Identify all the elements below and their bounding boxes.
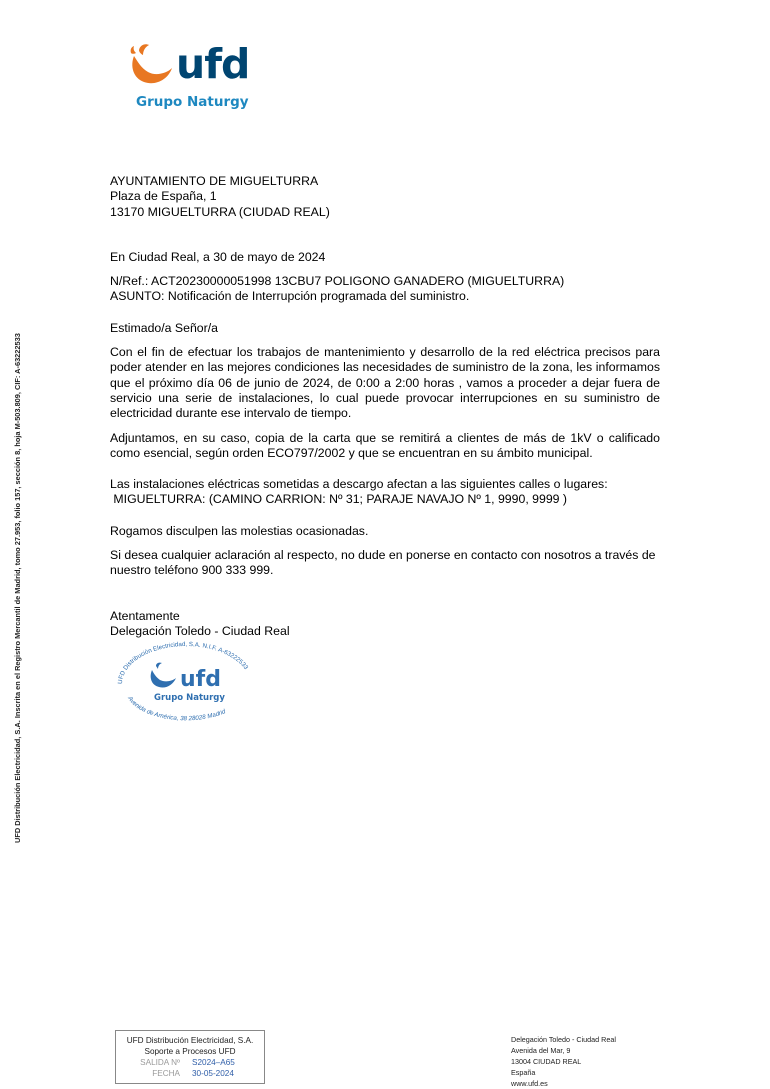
stamp-wordmark: ufd (180, 667, 221, 692)
closing-regards: Atentamente (110, 608, 180, 623)
fecha-label: FECHA (152, 1069, 180, 1078)
footer-address-line: 13004 CIUDAD REAL (511, 1057, 582, 1066)
stamp-seal (110, 640, 262, 728)
stamp-ring-top: UFD Distribución Electricidad, S.A. N.I.F. A-63222533 (116, 640, 250, 685)
body-paragraph-5: Si desea cualquier aclaración al respecto, no dude en ponerse en contacto con nosotros a través de nuestro teléfono 900 333 999. (110, 548, 656, 578)
recipient-street: Plaza de España, 1 (110, 189, 217, 204)
ufd-logo (128, 42, 258, 114)
logo-wordmark: ufd (176, 40, 250, 88)
footer-address-line: España (511, 1068, 536, 1077)
stamp-flame-icon (151, 663, 176, 688)
salida-label: SALIDA Nº (140, 1058, 180, 1067)
date-line: En Ciudad Real, a 30 de mayo de 2024 (110, 249, 326, 264)
company-stamp (110, 640, 262, 728)
fecha-value: 30-05-2024 (192, 1069, 234, 1078)
stamp-ring-bottom: Avenida de América, 38 28028 Madrid (126, 695, 227, 723)
reference-line: N/Ref.: ACT20230000051998 13CBU7 POLIGONO GANADERO (MIGUELTURRA) (110, 274, 565, 289)
affected-locations: MIGUELTURRA: (CAMINO CARRION: Nº 31; PARAJE NAVAJO Nº 1, 9990, 9999 ) (110, 492, 568, 507)
body-paragraph-4: Rogamos disculpen las molestias ocasionadas. (110, 523, 369, 538)
registry-sidebar-text: UFD Distribución Electricidad, S.A. Inscrita en el Registro Mercantil de Madrid, tomo 27.953, folio 157, sección 8, hoja M-503.809, CIF: A-63222533 (13, 333, 22, 843)
letter-body (110, 174, 660, 639)
logo-group-name: Grupo Naturgy (136, 94, 249, 110)
closing-signer: Delegación Toledo - Ciudad Real (110, 623, 290, 638)
footer-website-link[interactable]: www.ufd.es (511, 1079, 548, 1088)
body-paragraph-3: Las instalaciones eléctricas sometidas a descargo afectan a las siguientes calles o lugares: (110, 477, 608, 492)
body-paragraph-2: Adjuntamos, en su caso, copia de la carta que se remitirá a clientes de más de 1kV o calificado como esencial, según orden ECO797/2002 y que se encuentran en su ámbito municipal. (110, 430, 660, 460)
registry-dept: Soporte a Procesos UFD (144, 1047, 236, 1056)
salida-value: S2024–A65 (192, 1058, 235, 1067)
stamp-group-name: Grupo Naturgy (154, 693, 225, 703)
registry-salida-row (116, 1057, 264, 1068)
footer-address-line: Delegación Toledo - Ciudad Real (511, 1035, 616, 1044)
ufd-flame-icon (128, 42, 176, 90)
subject-line: ASUNTO: Notificación de Interrupción programada del suministro. (110, 289, 470, 304)
footer-address-line: Avenida del Mar, 9 (511, 1046, 571, 1055)
registry-fecha-row (116, 1068, 264, 1079)
salutation: Estimado/a Señor/a (110, 320, 219, 335)
registry-company: UFD Distribución Electricidad, S.A. (126, 1036, 254, 1045)
body-paragraph-1: Con el fin de efectuar los trabajos de mantenimiento y desarrollo de la red eléctrica precisos para poder atender en las mejores condiciones las necesidades de suministro de la zona, les informamos que el próximo día 06 de junio de 2024, de 0:00 a 2:00 horas , vamos a proceder a dejar fuera de servicio una serie de instalaciones, lo cual puede provocar interrupciones en su suministro de electricidad durante ese intervalo de tiempo. (110, 345, 660, 421)
registry-box (115, 1030, 265, 1084)
recipient-city: 13170 MIGUELTURRA (CIUDAD REAL) (110, 204, 330, 219)
footer-address (511, 1034, 671, 1089)
recipient-name: AYUNTAMIENTO DE MIGUELTURRA (110, 174, 319, 188)
